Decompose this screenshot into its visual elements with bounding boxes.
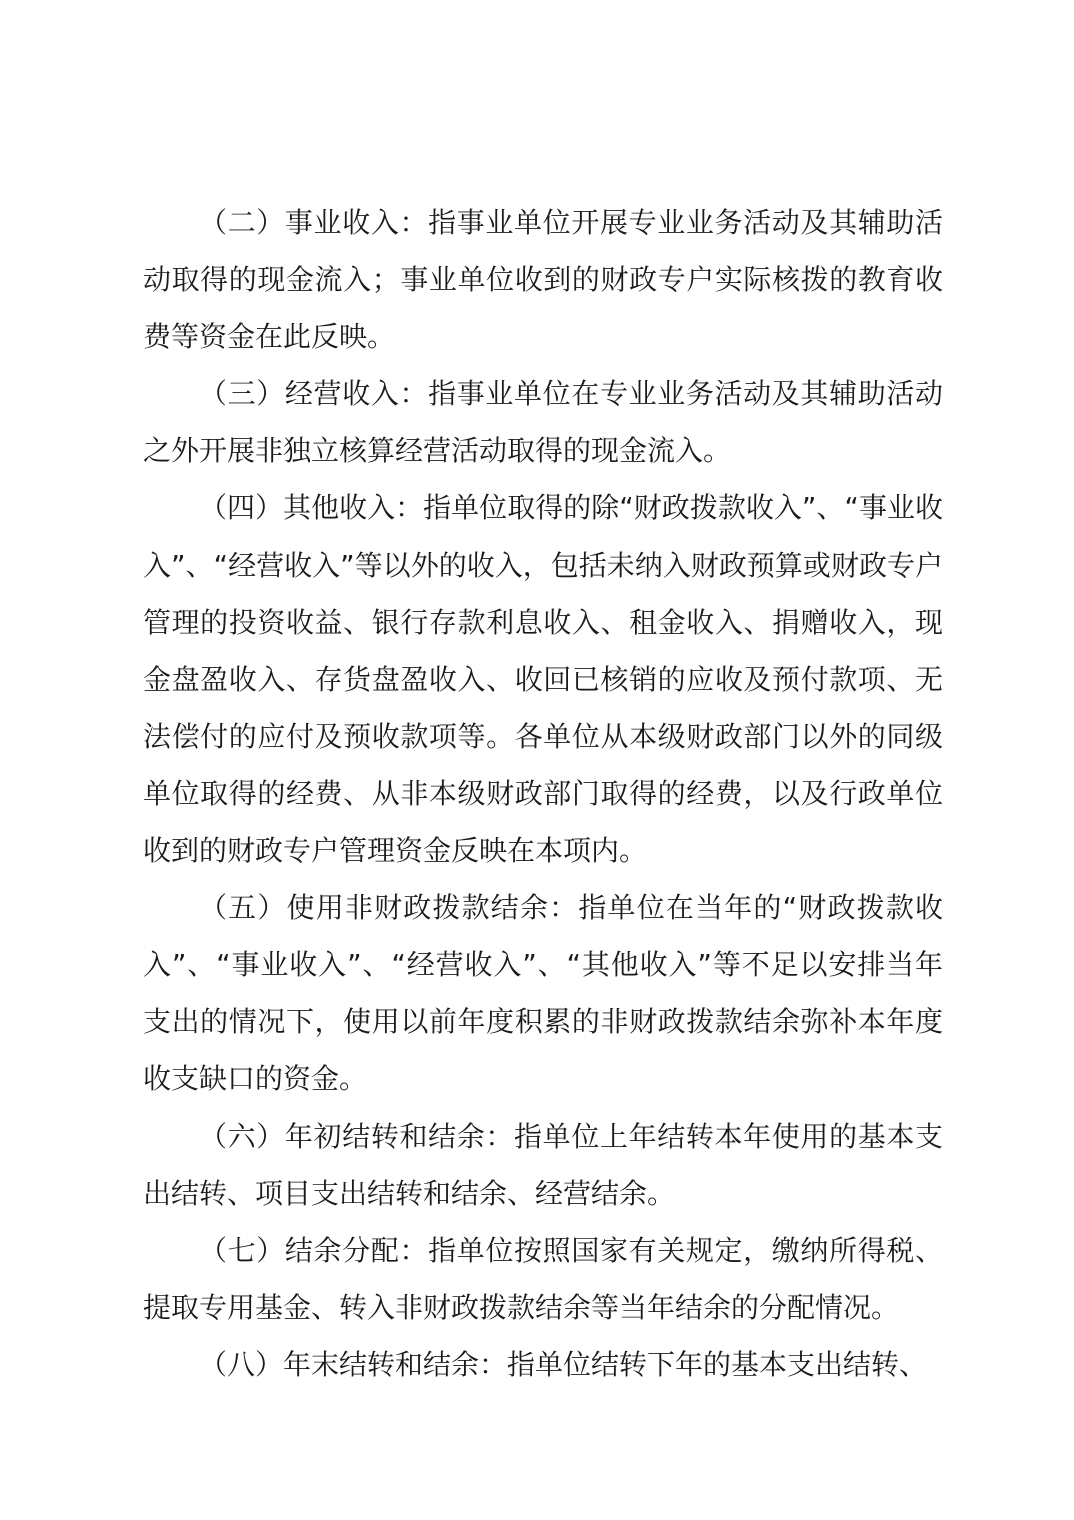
document-body (143, 194, 943, 1393)
paragraph-closing-carryover: （八）年末结转和结余：指单位结转下年的基本支出结转、 (199, 1347, 928, 1381)
paragraph-operating-income: （三）经营收入：指事业单位在专业业务活动及其辅助活动之外开展非独立核算经营活动取得的现金流入。 (143, 377, 943, 468)
paragraph-non-fiscal-surplus: （五）使用非财政拨款结余：指单位在当年的“财政拨款收入”、“事业收入”、“经营收入”、“其他收入”等不足以安排当年支出的情况下，使用以前年度积累的非财政拨款结余弥补本年度收支缺口的资金。 (143, 891, 943, 1096)
paragraph-business-income: （二）事业收入：指事业单位开展专业业务活动及其辅助活动取得的现金流入；事业单位收到的财政专户实际核拨的教育收费等资金在此反映。 (143, 206, 943, 354)
paragraph-opening-carryover: （六）年初结转和结余：指单位上年结转本年使用的基本支出结转、项目支出结转和结余、经营结余。 (143, 1119, 943, 1210)
paragraph-other-income: （四）其他收入：指单位取得的除“财政拨款收入”、“事业收入”、“经营收入”等以外的收入，包括未纳入财政预算或财政专户管理的投资收益、银行存款利息收入、租金收入、捐赠收入，现金盘盈收入、存货盘盈收入、收回已核销的应收及预付款项、无法偿付的应付及预收款项等。各单位从本级财政部门以外的同级单位取得的经费、从非本级财政部门取得的经费，以及行政单位收到的财政专户管理资金反映在本项内。 (143, 491, 943, 868)
paragraph-surplus-distribution: （七）结余分配：指单位按照国家有关规定，缴纳所得税、提取专用基金、转入非财政拨款结余等当年结余的分配情况。 (143, 1233, 943, 1324)
